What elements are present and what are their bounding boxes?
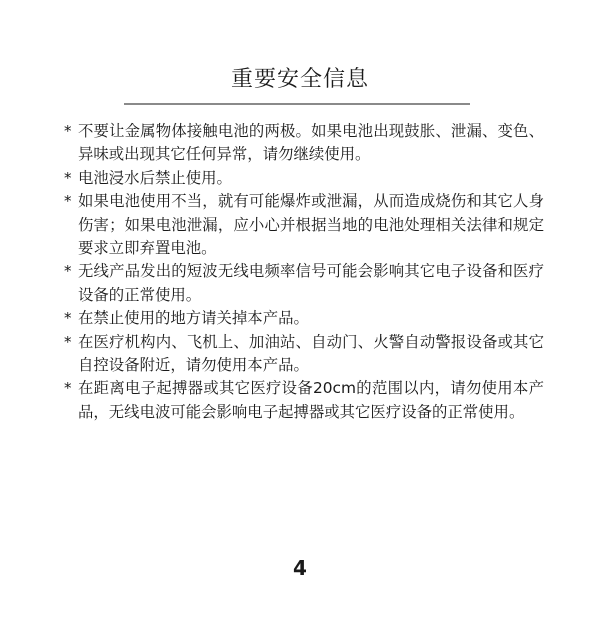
bullet-asterisk: * (64, 262, 72, 281)
title-divider (124, 103, 470, 105)
safety-item-text: 如果电池使用不当，就有可能爆炸或泄漏，从而造成烧伤和其它人身伤害；如果电池泄漏，应小心并根据当地的电池处理相关法律和规定要求立即弃置电池。 (78, 192, 544, 258)
bullet-asterisk: * (64, 192, 72, 211)
safety-list (64, 120, 544, 424)
safety-item-text: 在禁止使用的地方请关掉本产品。 (78, 309, 309, 328)
page-number: 4 (293, 556, 307, 580)
safety-item (64, 120, 544, 167)
bullet-asterisk: * (64, 122, 72, 140)
safety-item-text: 无线产品发出的短波无线电频率信号可能会影响其它电子设备和医疗设备的正常使用。 (78, 262, 544, 304)
safety-item-text: 在距离电子起搏器或其它医疗设备20cm的范围以内，请勿使用本产品，无线电波可能会影响电子起搏器或其它医疗设备的正常使用。 (78, 379, 544, 421)
safety-item (64, 190, 544, 260)
safety-item (64, 260, 544, 307)
safety-item (64, 307, 544, 330)
safety-item (64, 167, 544, 190)
safety-item (64, 377, 544, 424)
safety-item (64, 331, 544, 378)
safety-item-text: 不要让金属物体接触电池的两极。如果电池出现鼓胀、泄漏、变色、异味或出现其它任何异常，请勿继续使用。 (78, 122, 544, 164)
bullet-asterisk: * (64, 309, 72, 328)
bullet-asterisk: * (64, 332, 72, 351)
bullet-asterisk: * (64, 379, 72, 398)
safety-item-text: 电池浸水后禁止使用。 (78, 168, 232, 187)
safety-item-text: 在医疗机构内、飞机上、加油站、自动门、火警自动警报设备或其它自控设备附近，请勿使用本产品。 (78, 332, 544, 375)
page-title: 重要安全信息 (230, 67, 369, 92)
bullet-asterisk: * (64, 168, 72, 187)
